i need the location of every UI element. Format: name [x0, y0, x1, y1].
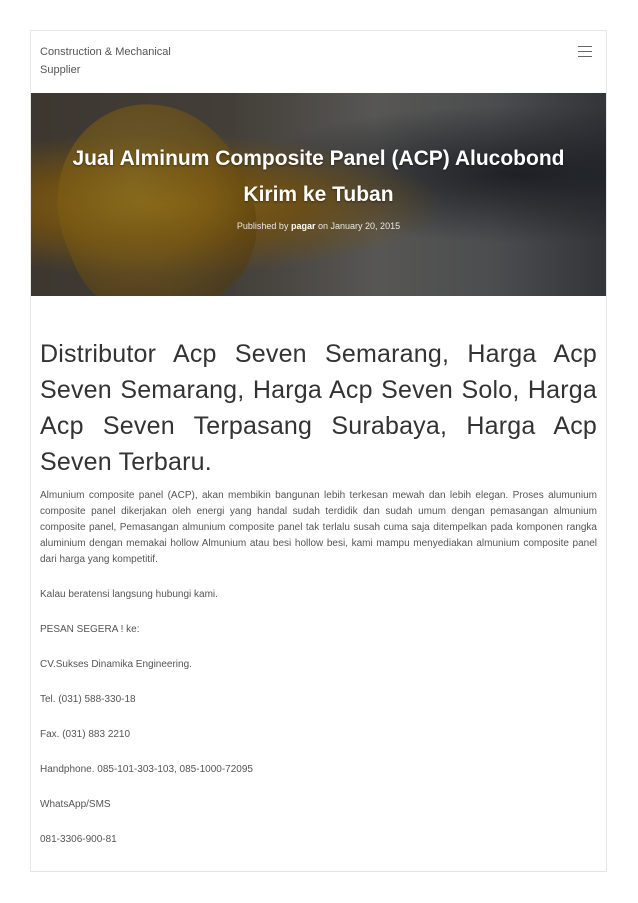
contact-line: Fax. (031) 883 2210: [40, 729, 131, 740]
contact-line: Handphone. 085-101-303-103, 085-1000-72095: [40, 764, 253, 775]
article-intro: Almunium composite panel (ACP), akan membikin bangunan lebih terkesan mewah dan lebih elegan. Proses alumunium composite panel dikerjakan oleh energi yang handal sudah terdidik dan sudah umum dengan pemasangan almunium composite panel, Pemasangan almunium composite panel tak terlalu susah cuma saja ditempelkan pada komponen rangka aluminium dengan memakai hollow Almunium atau besi hollow besi, kami mampu menyediakan almunium composite panel dari harga yang kompetitif.: [40, 490, 597, 565]
site-header: [31, 31, 606, 93]
post-date: January 20, 2015: [330, 221, 401, 231]
published-by-label: Published by: [236, 221, 289, 231]
page-frame: [30, 30, 607, 872]
article-content: [40, 336, 597, 848]
contact-line: 081-3306-900-81: [40, 834, 117, 845]
on-label: on: [318, 221, 329, 231]
contact-line: WhatsApp/SMS: [40, 799, 111, 810]
hero-banner: [31, 93, 606, 296]
contact-line: CV.Sukses Dinamika Engineering.: [40, 659, 192, 670]
site-title[interactable]: Construction & Mechanical Supplier: [40, 46, 171, 76]
hamburger-menu-icon[interactable]: [578, 46, 592, 57]
author-link[interactable]: pagar: [290, 221, 316, 231]
contact-line: Kalau beratensi langsung hubungi kami.: [40, 589, 218, 600]
contact-line: Tel. (031) 588-330-18: [40, 694, 136, 705]
post-title: Jual Alminum Composite Panel (ACP) Alucobond Kirim ke Tuban: [72, 147, 565, 206]
contact-line: PESAN SEGERA ! ke:: [40, 624, 140, 635]
post-meta: [31, 221, 606, 231]
article-headline: Distributor Acp Seven Semarang, Harga Acp Seven Semarang, Harga Acp Seven Solo, Harga Acp Seven Terpasang Surabaya, Harga Acp Seven Terbaru.: [40, 340, 597, 476]
